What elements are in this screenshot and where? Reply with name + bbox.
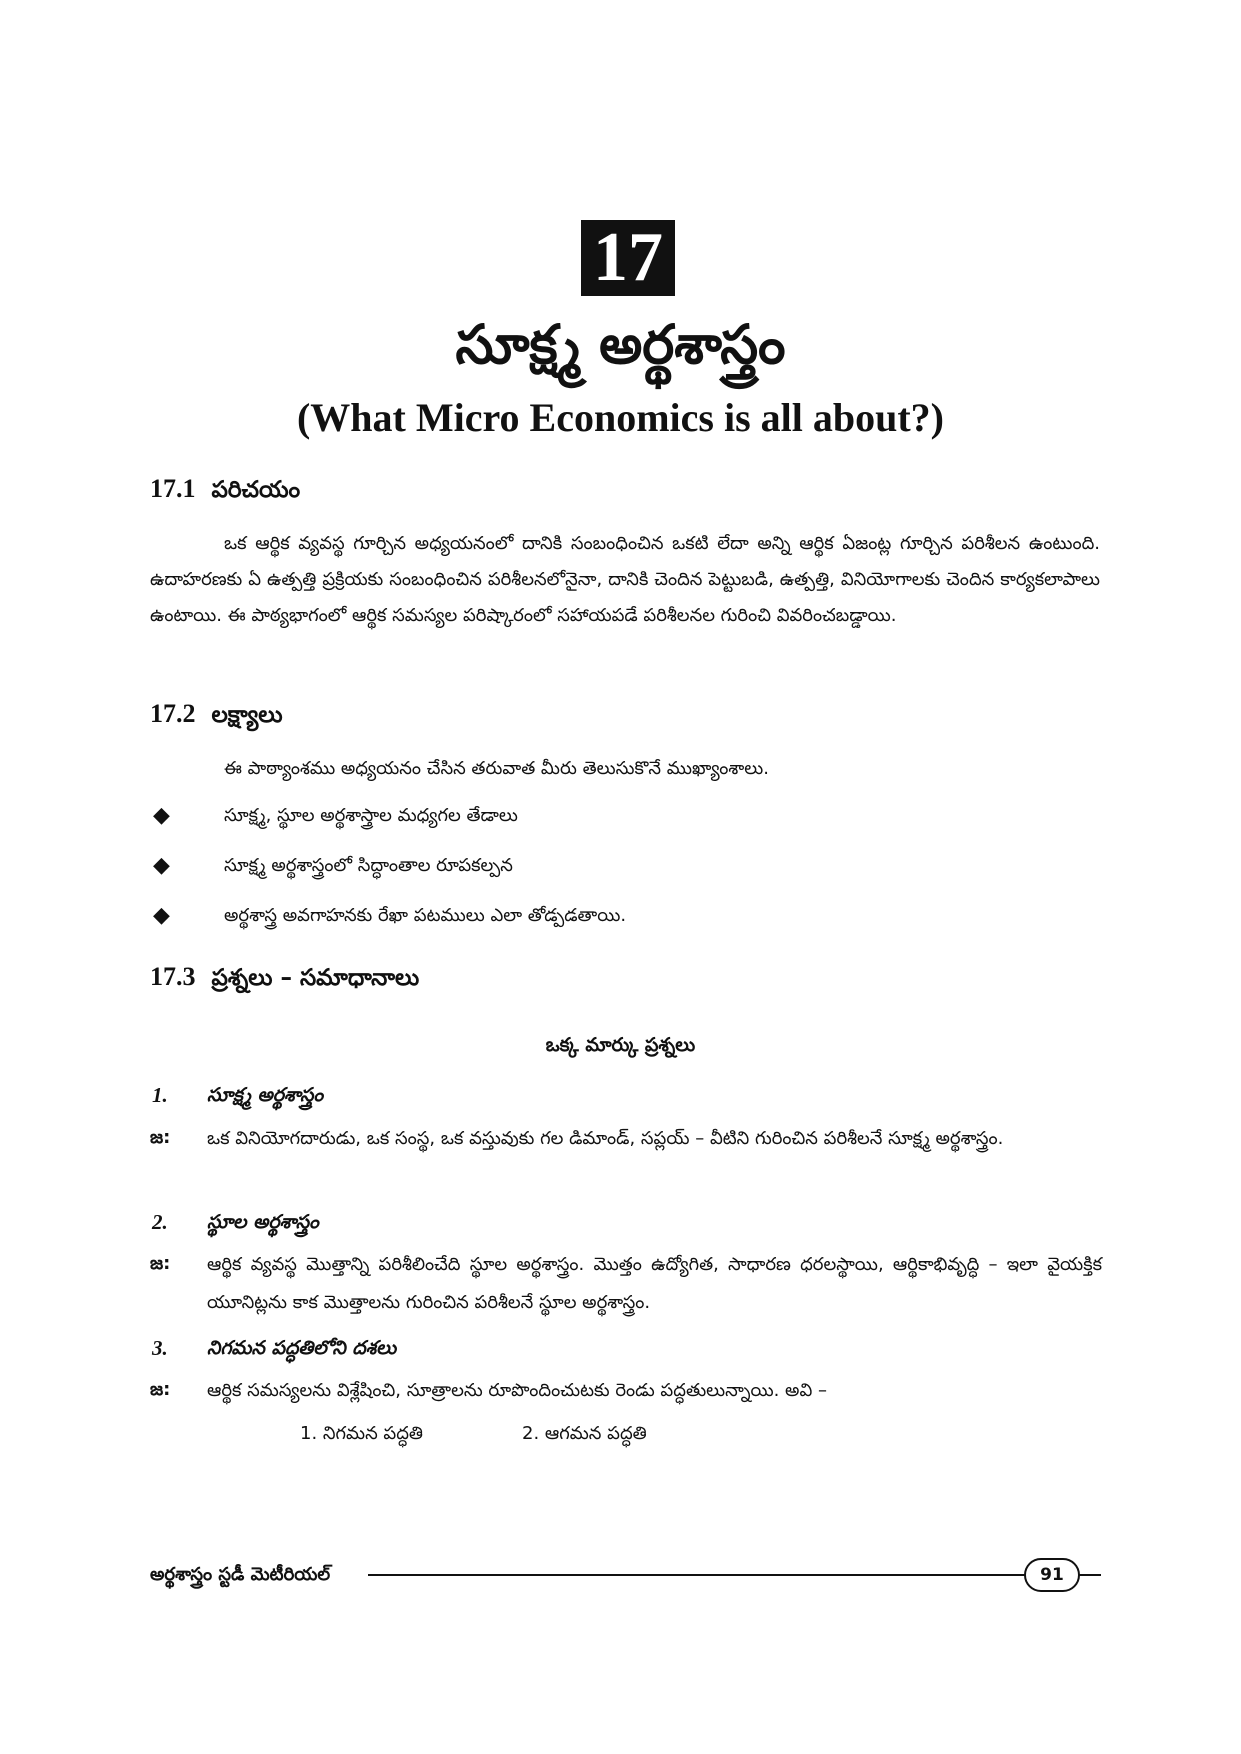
diamond-bullet-icon: ◆ <box>153 853 170 878</box>
answer-item <box>0 1246 1241 1322</box>
answer-text: ఒక వినియోగదారుడు, ఒక సంస్థ, ఒక వస్తువుకు గల డిమాండ్, సప్లయ్ – వీటిని గురించిన పరిశీలనే సూక్ష్మ అర్థశాస్త్రం. <box>207 1128 1004 1149</box>
objective-list-item <box>0 901 1241 931</box>
objective-text: అర్థశాస్త్ర అవగాహనకు రేఖా పటములు ఎలా తోడ్పడతాయి. <box>224 905 627 926</box>
page-number: 91 <box>1040 1565 1064 1585</box>
section-heading-intro <box>150 472 300 507</box>
intro-paragraph: ఒక ఆర్థిక వ్యవస్థ గూర్చిన అధ్యయనంలో దానికి సంబంధించిన ఒకటి లేదా అన్ని ఆర్థిక ఏజంట్ల గూర్చిన పరిశీలన ఉంటుంది. ఉదాహరణకు ఏ ఉత్పత్తి ప్రక్రియకు సంబంధించిన పరిశీలనలోనైనా, దానికి చెందిన పెట్టుబడి, ఉత్పత్తి, వినియోగాలకు చెందిన కార్యకలాపాలు ఉంటాయి. ఈ పాఠ్యభాగంలో ఆర్థిక సమస్యల పరిష్కారంలో సహాయపడే పరిశీలనల గురించి వివరించబడ్డాయి. <box>150 533 1100 626</box>
footer-book-title: అర్థశాస్త్రం స్టడీ మెటీరియల్ <box>150 1564 331 1585</box>
question-number: 3. <box>152 1336 168 1360</box>
answer-text: ఆర్థిక సమస్యలను విశ్లేషించి, సూత్రాలను రూపొందించుటకు రెండు పద్ధతులున్నాయి. అవి – <box>207 1380 827 1401</box>
question-item <box>0 1205 1241 1239</box>
section-title: ప్రశ్నలు – సమాధానాలు <box>211 965 420 991</box>
question-title: నిగమన పద్ధతిలోని దశలు <box>207 1337 397 1359</box>
question-title: స్థూల అర్థశాస్త్రం <box>207 1211 319 1233</box>
method-item: 2. ఆగమన పద్ధతి <box>522 1423 647 1444</box>
objective-list-item <box>0 801 1241 831</box>
question-item <box>0 1331 1241 1365</box>
chapter-number: 17 <box>593 219 663 296</box>
footer-rule <box>368 1574 1028 1576</box>
objective-text: సూక్ష్మ అర్థశాస్త్రంలో సిద్ధాంతాల రూపకల్పన <box>224 855 513 876</box>
section-number: 17.2 <box>150 699 196 728</box>
question-number: 1. <box>152 1083 168 1107</box>
section-number: 17.3 <box>150 962 196 991</box>
page-number-badge <box>1024 1558 1080 1592</box>
answer-label: జ: <box>150 1379 171 1400</box>
diamond-bullet-icon: ◆ <box>153 803 170 828</box>
answer-item <box>0 1372 1241 1410</box>
question-item <box>0 1078 1241 1112</box>
section-heading-objectives <box>150 697 283 732</box>
question-number: 2. <box>152 1210 168 1234</box>
chapter-number-box <box>581 220 675 296</box>
chapter-title-english: (What Micro Economics is all about?) <box>296 395 944 440</box>
chapter-title-telugu: సూక్ష్మ అర్థశాస్త్రం <box>455 313 786 376</box>
section-number: 17.1 <box>150 474 196 503</box>
objectives-lead: ఈ పాఠ్యాంశము అధ్యయనం చేసిన తరువాత మీరు తెలుసుకొనే ముఖ్యాంశాలు. <box>224 758 769 779</box>
question-title: సూక్ష్మ అర్థశాస్త్రం <box>207 1084 324 1106</box>
diamond-bullet-icon: ◆ <box>153 903 170 928</box>
objective-text: సూక్ష్మ, స్థూల అర్థశాస్త్రాల మధ్యగల తేడాలు <box>224 805 518 826</box>
method-item: 1. నిగమన పద్ధతి <box>300 1423 424 1444</box>
section-title: పరిచయం <box>211 477 301 503</box>
objective-list-item <box>0 851 1241 881</box>
section-heading-qa <box>150 960 419 995</box>
answer-item <box>0 1120 1241 1196</box>
answer-label: జ: <box>150 1127 171 1148</box>
answer-label: జ: <box>150 1253 171 1274</box>
one-mark-questions-subheading: ఒక్క మార్కు ప్రశ్నలు <box>545 1034 696 1056</box>
section-title: లక్ష్యాలు <box>211 702 283 728</box>
answer-text: ఆర్థిక వ్యవస్థ మొత్తాన్ని పరిశీలించేది స్థూల అర్థశాస్త్రం. మొత్తం ఉద్యోగిత, సాధారణ ధరలస్థాయి, ఆర్థికాభివృద్ధి – ఇలా వైయక్తిక యూనిట్లను కాక మొత్తాలను గురించిన పరిశీలనే స్థూల అర్థశాస్త్రం. <box>207 1254 1102 1313</box>
